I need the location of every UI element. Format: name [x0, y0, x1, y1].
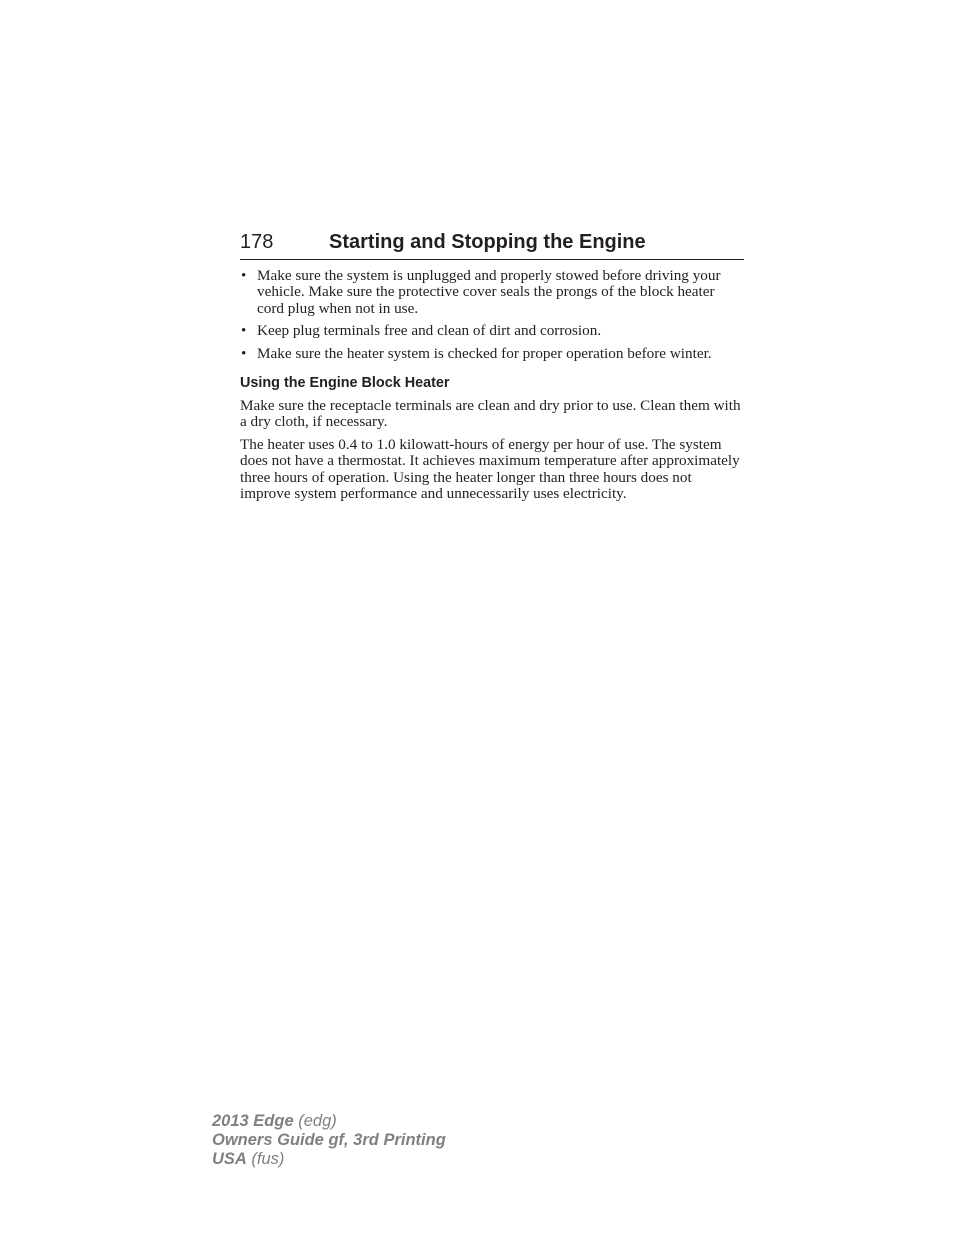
list-item-text: Make sure the system is unplugged and properly stowed before driving your vehicle. Make sure the protective cover seals the prongs of the block heater cord plug when not in use.: [257, 267, 721, 317]
footer-line: [212, 1150, 446, 1169]
page-header: [240, 228, 744, 260]
paragraph: The heater uses 0.4 to 1.0 kilowatt-hours of energy per hour of use. The system does not have a thermostat. It achieves maximum temperature after approximately three hours of operation. Using the heater longer than three hours does not improve system performance and unnecessarily uses electricity.: [240, 435, 740, 503]
list-item-text: Make sure the heater system is checked for proper operation before winter.: [257, 344, 712, 362]
bullet-icon: •: [241, 267, 247, 284]
footer-line: [212, 1112, 446, 1131]
footer-market: USA: [212, 1150, 247, 1168]
page-footer: [212, 1112, 446, 1169]
footer-guide: Owners Guide gf, 3rd Printing: [212, 1131, 446, 1149]
footer-model-code: (edg): [293, 1112, 337, 1130]
paragraph: Make sure the receptacle terminals are clean and dry prior to use. Clean them with a dry cloth, if necessary.: [240, 397, 741, 431]
page-number: 178: [240, 231, 274, 253]
footer-line: [212, 1131, 446, 1150]
bullet-icon: •: [241, 322, 247, 340]
list-item: [240, 268, 744, 317]
page-content: [240, 268, 744, 508]
footer-model: 2013 Edge: [212, 1112, 294, 1130]
bullet-list: [240, 268, 744, 362]
bullet-icon: •: [241, 344, 247, 362]
list-item: [240, 346, 744, 362]
list-item: [240, 323, 744, 339]
chapter-title: Starting and Stopping the Engine: [329, 231, 646, 253]
list-item-text: Keep plug terminals free and clean of dirt and corrosion.: [257, 322, 602, 340]
section-heading: Using the Engine Block Heater: [240, 375, 450, 392]
footer-market-code: (fus): [246, 1150, 285, 1168]
